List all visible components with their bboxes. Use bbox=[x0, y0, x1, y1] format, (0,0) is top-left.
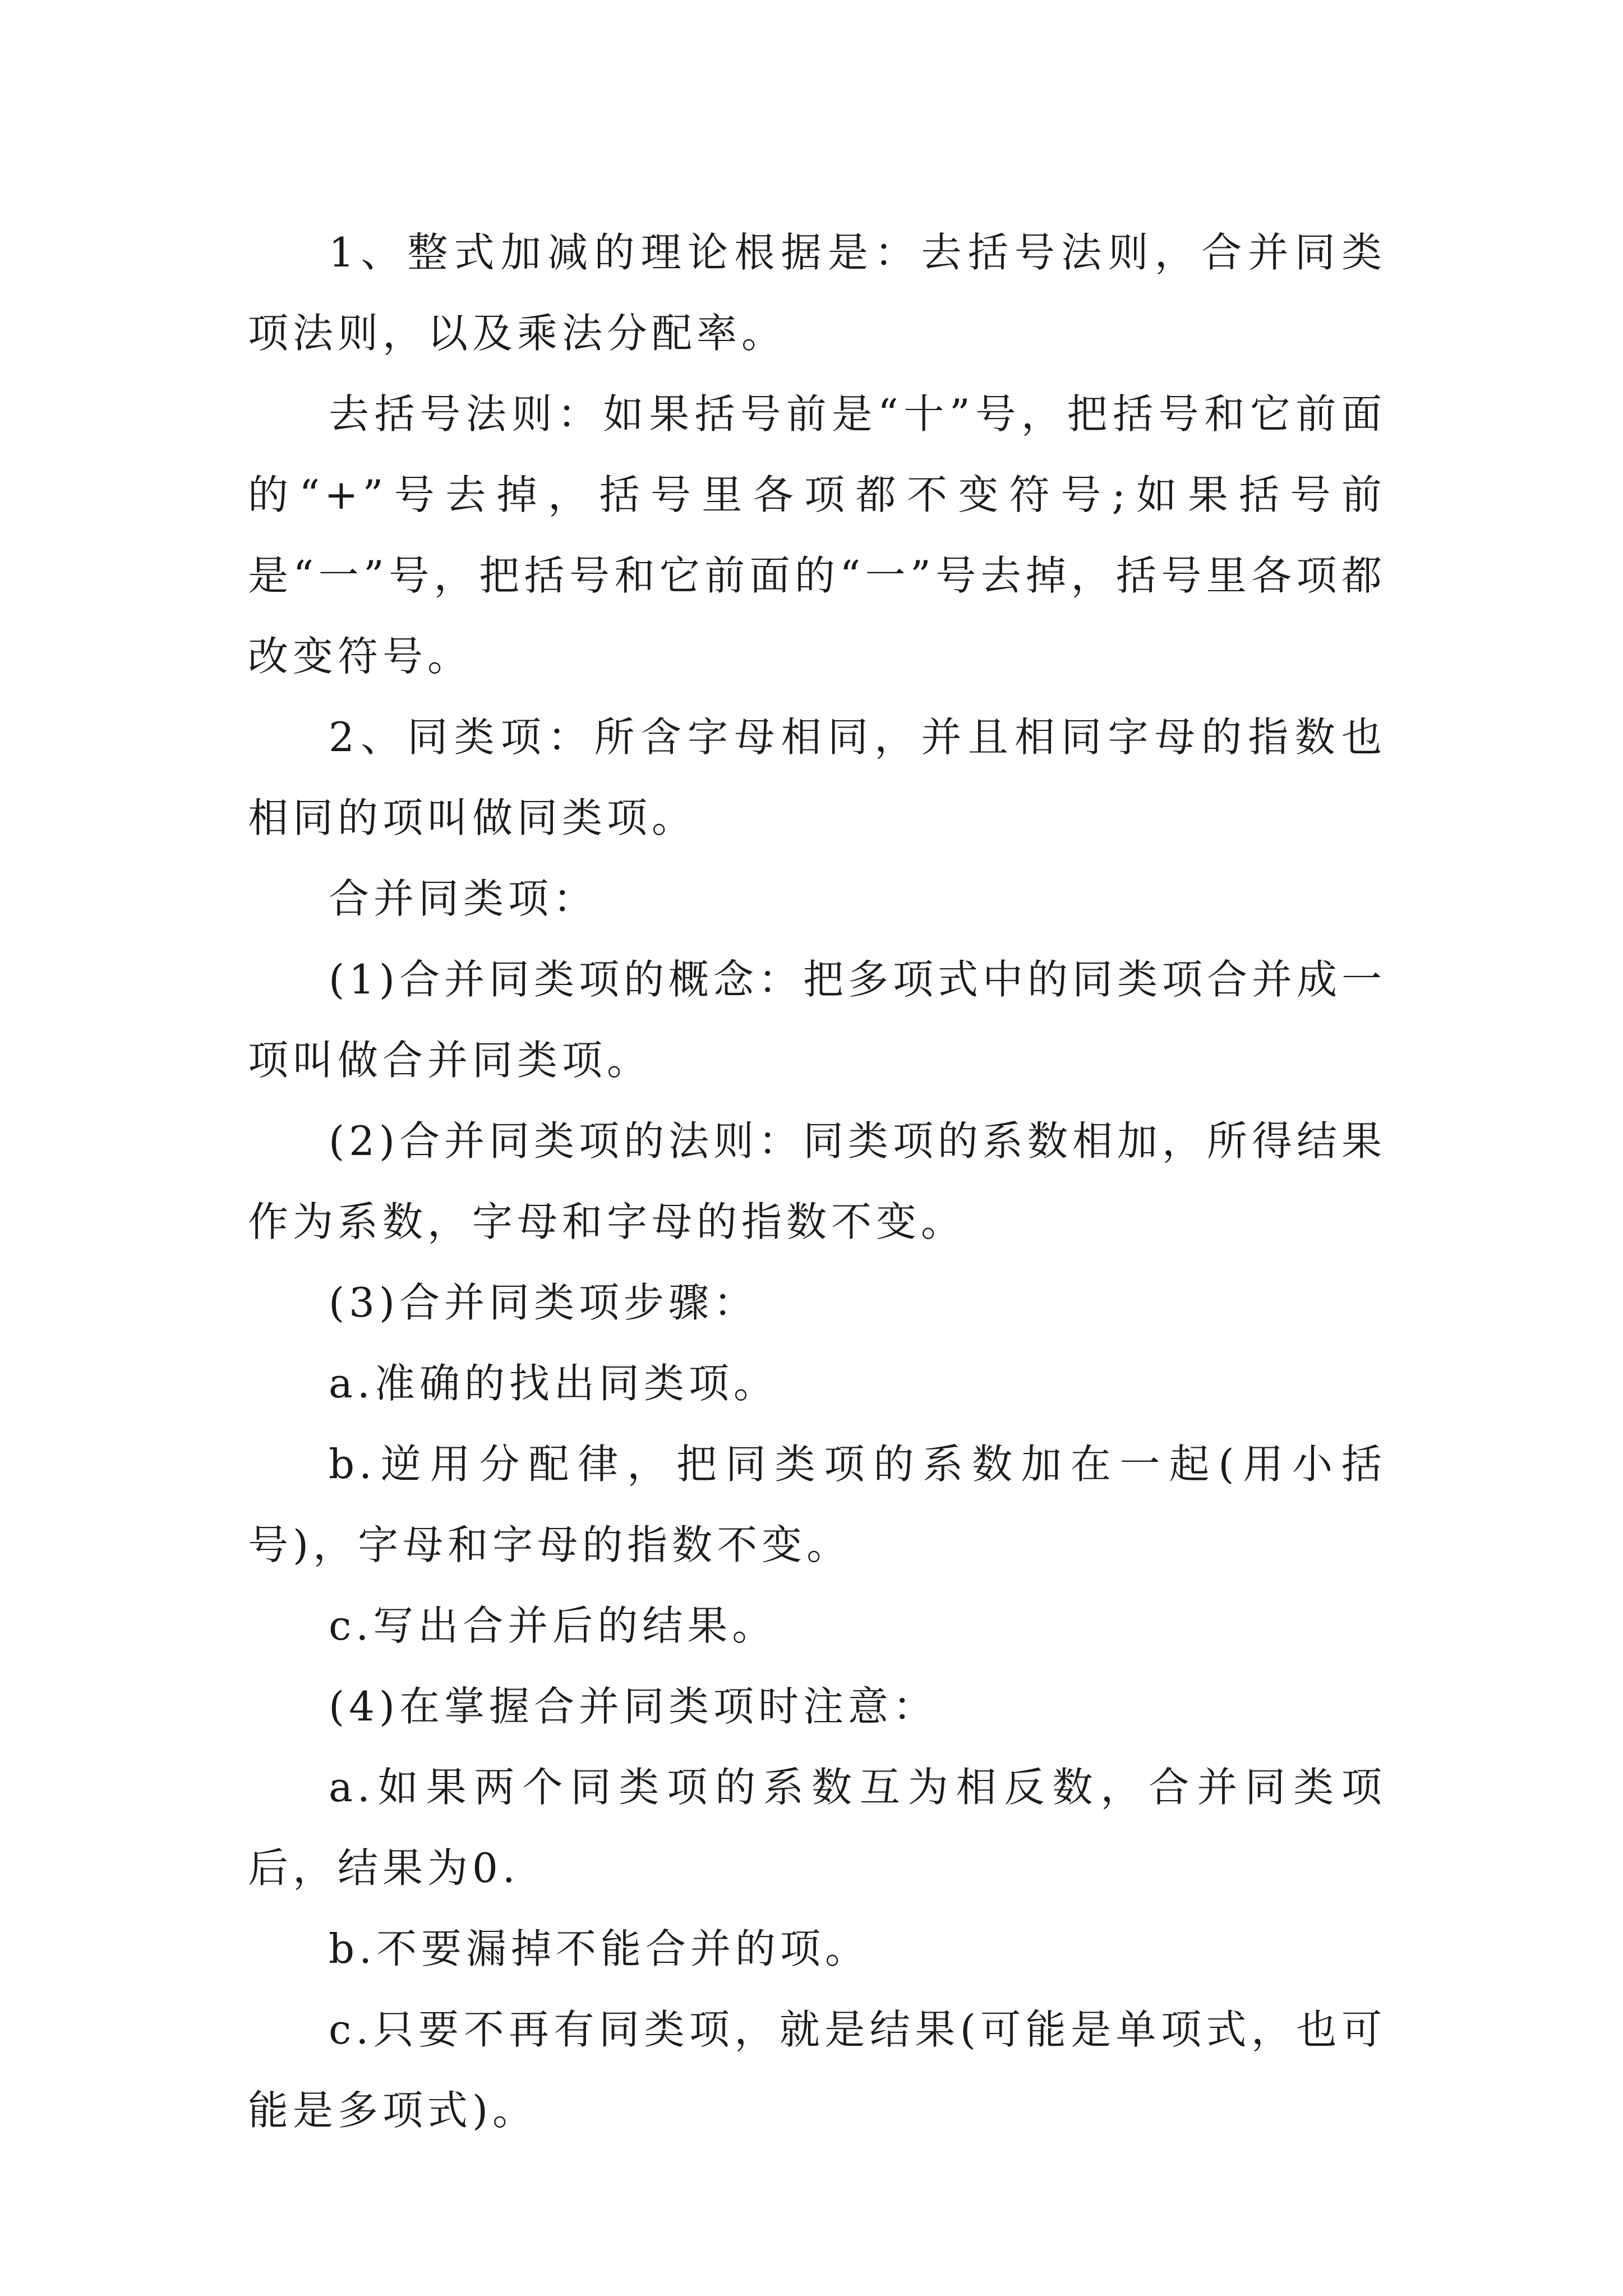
paragraph-like-terms-definition: 2、同类项：所含字母相同，并且相同字母的指数也相同的项叫做同类项。 bbox=[248, 714, 1386, 841]
paragraph-step-c: c.写出合并后的结果。 bbox=[329, 1602, 777, 1649]
paragraph-combine-rule: (2)合并同类项的法则：同类项的系数相加，所得结果作为系数，字母和字母的指数不变。 bbox=[248, 1117, 1386, 1245]
paragraph-notes-heading: (4)在掌握合并同类项时注意： bbox=[329, 1683, 938, 1730]
document-body bbox=[248, 212, 1386, 2151]
paragraph-step-a: a.准确的找出同类项。 bbox=[329, 1360, 778, 1407]
paragraph-note-c: c.只要不再有同类项，就是结果(可能是单项式，也可能是多项式)。 bbox=[248, 2006, 1386, 2134]
paragraph-combine-heading: 合并同类项： bbox=[329, 875, 598, 922]
paragraph-steps-heading: (3)合并同类项步骤： bbox=[329, 1279, 758, 1326]
paragraph-note-b: b.不要漏掉不能合并的项。 bbox=[329, 1925, 870, 1972]
paragraph-rationale: 1、整式加减的理论根据是：去括号法则，合并同类项法则，以及乘法分配率。 bbox=[248, 229, 1386, 357]
paragraph-combine-concept: (1)合并同类项的概念：把多项式中的同类项合并成一项叫做合并同类项。 bbox=[248, 956, 1386, 1084]
paragraph-note-a: a.如果两个同类项的系数互为相反数，合并同类项后，结果为0. bbox=[248, 1764, 1386, 1892]
paragraph-bracket-rule: 去括号法则：如果括号前是“十”号，把括号和它前面的“+”号去掉，括号里各项都不变符号;如果括号前是“一”号，把括号和它前面的“一”号去掉，括号里各项都改变符号。 bbox=[248, 390, 1386, 680]
paragraph-step-b: b.逆用分配律，把同类项的系数加在一起(用小括号)，字母和字母的指数不变。 bbox=[248, 1441, 1386, 1568]
